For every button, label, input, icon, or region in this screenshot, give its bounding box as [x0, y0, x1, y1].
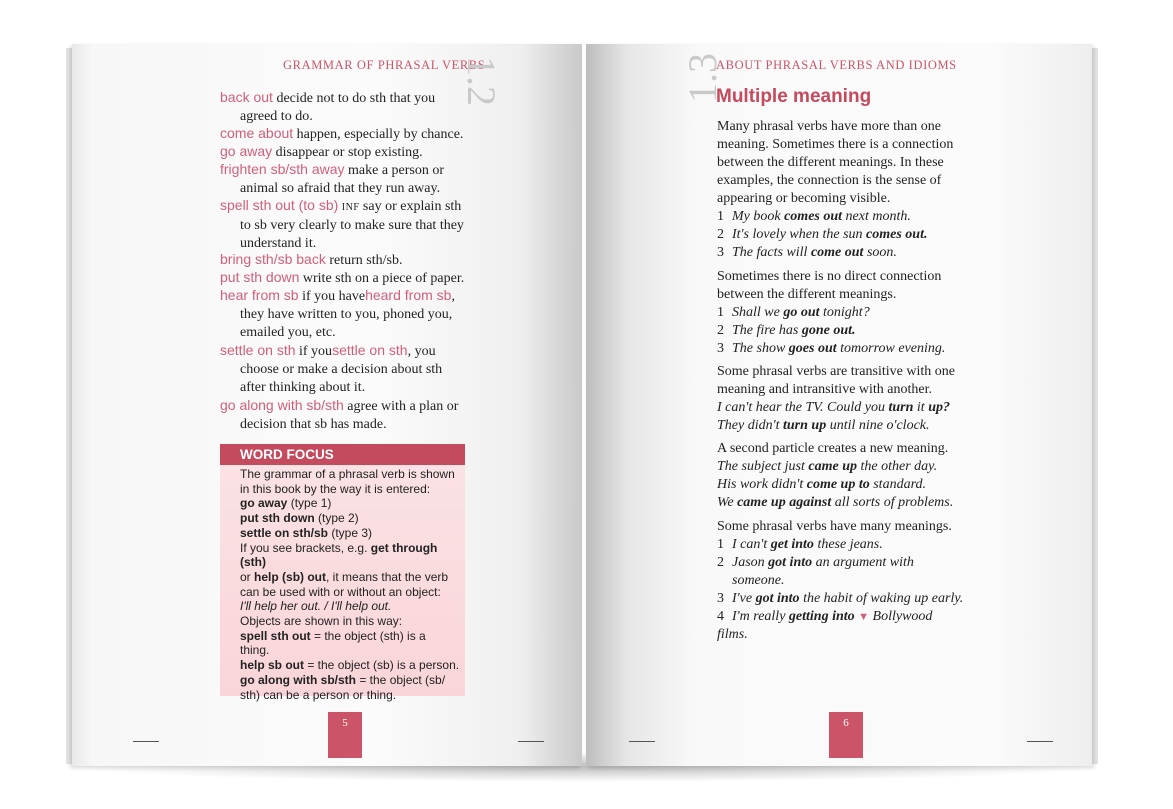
example-number: 3	[717, 591, 724, 606]
example-text: I can't	[732, 537, 771, 552]
example-list	[717, 536, 979, 644]
word-focus-text: (type 3)	[328, 525, 373, 540]
example-phrase: came up	[808, 459, 857, 474]
entry-continuation: animal so afraid that they run away.	[240, 181, 441, 196]
example-number: 1	[717, 305, 724, 320]
example-number: 2	[717, 555, 724, 570]
example-item	[717, 554, 979, 590]
word-focus-term: get through (sth)	[240, 540, 438, 570]
word-focus-text: (type 1)	[287, 496, 332, 511]
right-page-number: 6	[829, 712, 863, 758]
example-item	[717, 208, 979, 226]
example-number: 2	[717, 323, 724, 338]
entry-continuation: choose or make a decision about sth	[240, 362, 443, 377]
example-phrase: come up to	[806, 477, 870, 492]
example-text: Shall we	[732, 305, 784, 320]
entry-continuation: decision that sb has made.	[240, 417, 387, 432]
page-mark	[133, 741, 159, 742]
example-item	[717, 399, 979, 417]
example-phrase: gone out.	[801, 323, 856, 338]
dictionary-entry	[220, 341, 470, 397]
word-focus-text: (type 2)	[314, 511, 359, 526]
paragraph-line: examples, the connection is the sense of	[717, 173, 942, 188]
word-focus-line: Objects are shown in this way:	[240, 614, 403, 629]
example-text: an argument with	[812, 555, 914, 570]
entry-headword: put sth down	[220, 269, 300, 285]
example-text: Jason	[732, 555, 769, 570]
example-item	[717, 608, 979, 644]
dictionary-entry	[220, 196, 470, 253]
entry-definition: return sth/sb.	[329, 253, 403, 268]
right-section-number: 1.3	[680, 53, 725, 103]
page-mark	[518, 741, 544, 742]
paragraph-line: Some phrasal verbs have many meanings.	[717, 519, 952, 534]
word-focus-text: = the object (sb) is a person.	[304, 658, 460, 673]
word-focus-line: thing.	[240, 643, 270, 658]
example-phrase: getting into	[788, 609, 855, 624]
example-item	[717, 536, 979, 554]
word-focus-line	[240, 526, 460, 541]
entry-headword: settle on sth	[220, 342, 296, 358]
example-number: 1	[717, 209, 724, 224]
example-number: 3	[717, 341, 724, 356]
dictionary-entry	[220, 250, 470, 270]
entry-headword: spell sth out (to sb)	[220, 197, 339, 213]
example-text: The facts will	[732, 245, 811, 260]
example-phrase: comes out	[784, 209, 843, 224]
example-text: until nine o'clock.	[826, 418, 930, 433]
paragraph	[717, 118, 979, 208]
example-number: 3	[717, 245, 724, 260]
left-running-head: GRAMMAR OF PHRASAL VERBS	[283, 58, 486, 72]
example-phrase: turn up	[783, 418, 827, 433]
example-text: all sorts of problems.	[831, 495, 954, 510]
inline-phrase: settle on sth	[332, 342, 408, 358]
word-focus-line	[240, 511, 460, 526]
register-label: INF	[341, 202, 360, 213]
entry-continuation: emailed you, etc.	[240, 325, 336, 340]
word-focus-line	[240, 496, 460, 511]
example-text: the other day.	[857, 459, 938, 474]
example-text: We	[717, 495, 738, 510]
example-text: The subject just	[717, 459, 809, 474]
paragraph-line: Some phrasal verbs are transitive with one	[717, 364, 955, 379]
example-continuation: films.	[717, 627, 748, 642]
paragraph	[717, 440, 979, 458]
word-focus-line: can be used with or without an object:	[240, 584, 441, 599]
entry-definition: ,	[451, 289, 455, 304]
example-item	[717, 494, 979, 512]
example-text: It's lovely when the sun	[732, 227, 867, 242]
example-list	[717, 458, 979, 512]
example-phrase: goes out	[788, 341, 837, 356]
entry-definition: disappear or stop existing.	[275, 145, 423, 160]
word-focus-term: settle on sth/sb	[240, 525, 329, 540]
example-phrase: comes out.	[866, 227, 928, 242]
example-phrase: come out	[810, 245, 864, 260]
example-phrase: got into	[768, 555, 813, 570]
dictionary-entry	[220, 286, 470, 342]
paragraph-line: meaning and intransitive with another.	[717, 382, 933, 397]
paragraph-line: Many phrasal verbs have more than one	[717, 119, 941, 134]
left-section-number: 1.2	[459, 56, 504, 106]
example-item	[717, 244, 979, 262]
entry-continuation: to sb very clearly to make sure that they	[240, 218, 464, 233]
example-list	[717, 399, 979, 435]
entry-definition: happen, especially by chance.	[296, 127, 464, 142]
example-text: The fire has	[732, 323, 802, 338]
paragraph-line: meaning. Sometimes there is a connection	[717, 137, 954, 152]
entry-definition: write sth on a piece of paper.	[302, 271, 465, 286]
example-text: His work didn't	[717, 477, 807, 492]
left-page-number: 5	[328, 712, 362, 758]
word-focus-body	[240, 467, 460, 702]
example-item	[717, 458, 979, 476]
example-continuation: someone.	[732, 573, 785, 588]
example-phrase: got into	[755, 591, 800, 606]
example-text: Bollywood	[869, 609, 933, 624]
entry-continuation: understand it.	[240, 236, 317, 251]
word-focus-example: I'll help her out. / I'll help out.	[240, 599, 392, 614]
entry-definition: make a person or	[348, 163, 445, 178]
dictionary-entry	[220, 396, 470, 434]
word-focus-line: sth) can be a person or thing.	[240, 687, 397, 702]
example-text: My book	[732, 209, 785, 224]
paragraph-line: between the different meanings.	[717, 287, 897, 302]
word-focus-line	[240, 629, 460, 644]
entry-continuation: they have written to you, phoned you,	[240, 307, 453, 322]
dictionary-entry	[220, 142, 470, 162]
entry-headword: hear from sb	[220, 287, 299, 303]
example-item	[717, 476, 979, 494]
entry-headword: go away	[220, 143, 273, 159]
entry-continuation: agreed to do.	[240, 109, 313, 124]
word-focus-term: help (sb) out	[254, 569, 327, 584]
dictionary-entry	[220, 160, 470, 198]
example-item	[717, 590, 979, 608]
example-text: tomorrow evening.	[836, 341, 946, 356]
paragraph-line: appearing or becoming visible.	[717, 191, 891, 206]
example-text: tonight?	[819, 305, 870, 320]
entry-definition: say or explain sth	[362, 199, 462, 214]
paragraph	[717, 518, 979, 536]
dictionary-entry	[220, 124, 470, 144]
dictionary-entry	[220, 268, 470, 288]
example-text: I'm really	[732, 609, 789, 624]
word-focus-term: go along with sb/sth	[240, 672, 356, 687]
entry-headword: back out	[220, 89, 273, 105]
word-focus-term: spell sth out	[240, 628, 311, 643]
entry-definition: decide not to do sth that you	[276, 91, 436, 106]
example-phrase: came up against	[737, 495, 832, 510]
word-focus-line	[240, 673, 460, 688]
example-text: it	[913, 400, 929, 415]
example-item	[717, 226, 979, 244]
example-phrase: turn	[888, 400, 914, 415]
example-item	[717, 417, 979, 435]
example-phrase: get into	[770, 537, 814, 552]
word-focus-line	[240, 541, 460, 570]
example-text: the habit of waking up early.	[799, 591, 964, 606]
word-focus-term: put sth down	[240, 511, 315, 526]
dictionary-entry	[220, 88, 470, 126]
example-item	[717, 322, 979, 340]
example-number: 1	[717, 537, 724, 552]
inline-phrase: heard from sb	[365, 287, 452, 303]
example-number: 2	[717, 227, 724, 242]
example-text: next month.	[842, 209, 911, 224]
paragraph	[717, 363, 979, 399]
example-item	[717, 304, 979, 322]
entry-definition: agree with a plan or	[347, 399, 459, 414]
word-focus-line: in this book by the way it is entered:	[240, 481, 431, 496]
entry-continuation: after thinking about it.	[240, 380, 366, 395]
word-focus-line	[240, 658, 460, 673]
entry-headword: bring sth/sb back	[220, 251, 326, 267]
word-focus-text: = the object (sth) is a	[310, 628, 426, 643]
example-text: The show	[732, 341, 789, 356]
page-mark	[1027, 741, 1053, 742]
paragraph-line: between the different meanings. In these	[717, 155, 944, 170]
word-focus-term: go away	[240, 496, 288, 511]
triangle-marker-icon: ▼	[858, 611, 870, 623]
word-focus-text: or	[240, 569, 255, 584]
word-focus-title: WORD FOCUS	[220, 444, 465, 465]
section-heading: Multiple meaning	[716, 86, 872, 107]
example-item	[717, 340, 979, 358]
example-list	[717, 208, 979, 262]
word-focus-text: = the object (sb/	[356, 672, 446, 687]
entry-headword: come about	[220, 125, 294, 141]
entry-headword: go along with sb/sth	[220, 397, 344, 413]
page-mark	[629, 741, 655, 742]
example-text: soon.	[863, 245, 897, 260]
paragraph-line: A second particle creates a new meaning.	[717, 441, 949, 456]
entry-headword: frighten sb/sth away	[220, 161, 345, 177]
word-focus-line: The grammar of a phrasal verb is shown	[240, 467, 455, 481]
example-phrase: go out	[783, 305, 820, 320]
entry-definition: , you	[407, 344, 436, 359]
example-text: these jeans.	[813, 537, 883, 552]
example-text: They didn't	[717, 418, 783, 433]
word-focus-line	[240, 570, 460, 585]
paragraph-line: Sometimes there is no direct connection	[717, 269, 942, 284]
example-list	[717, 304, 979, 358]
word-focus-box	[220, 444, 465, 702]
example-text: standard.	[869, 477, 927, 492]
word-focus-text: If you see brackets, e.g.	[240, 540, 371, 555]
word-focus-term: help sb out	[240, 658, 304, 673]
example-text: I've	[732, 591, 756, 606]
entry-definition: if you	[299, 344, 333, 359]
example-number: 4	[717, 609, 724, 624]
example-phrase: up?	[928, 400, 950, 415]
right-running-head: ABOUT PHRASAL VERBS AND IDIOMS	[716, 58, 957, 72]
word-focus-text: , it means that the verb	[326, 569, 449, 584]
entry-definition: if you have	[302, 289, 366, 304]
paragraph	[717, 268, 979, 304]
example-text: I can't hear the TV. Could you	[717, 400, 889, 415]
